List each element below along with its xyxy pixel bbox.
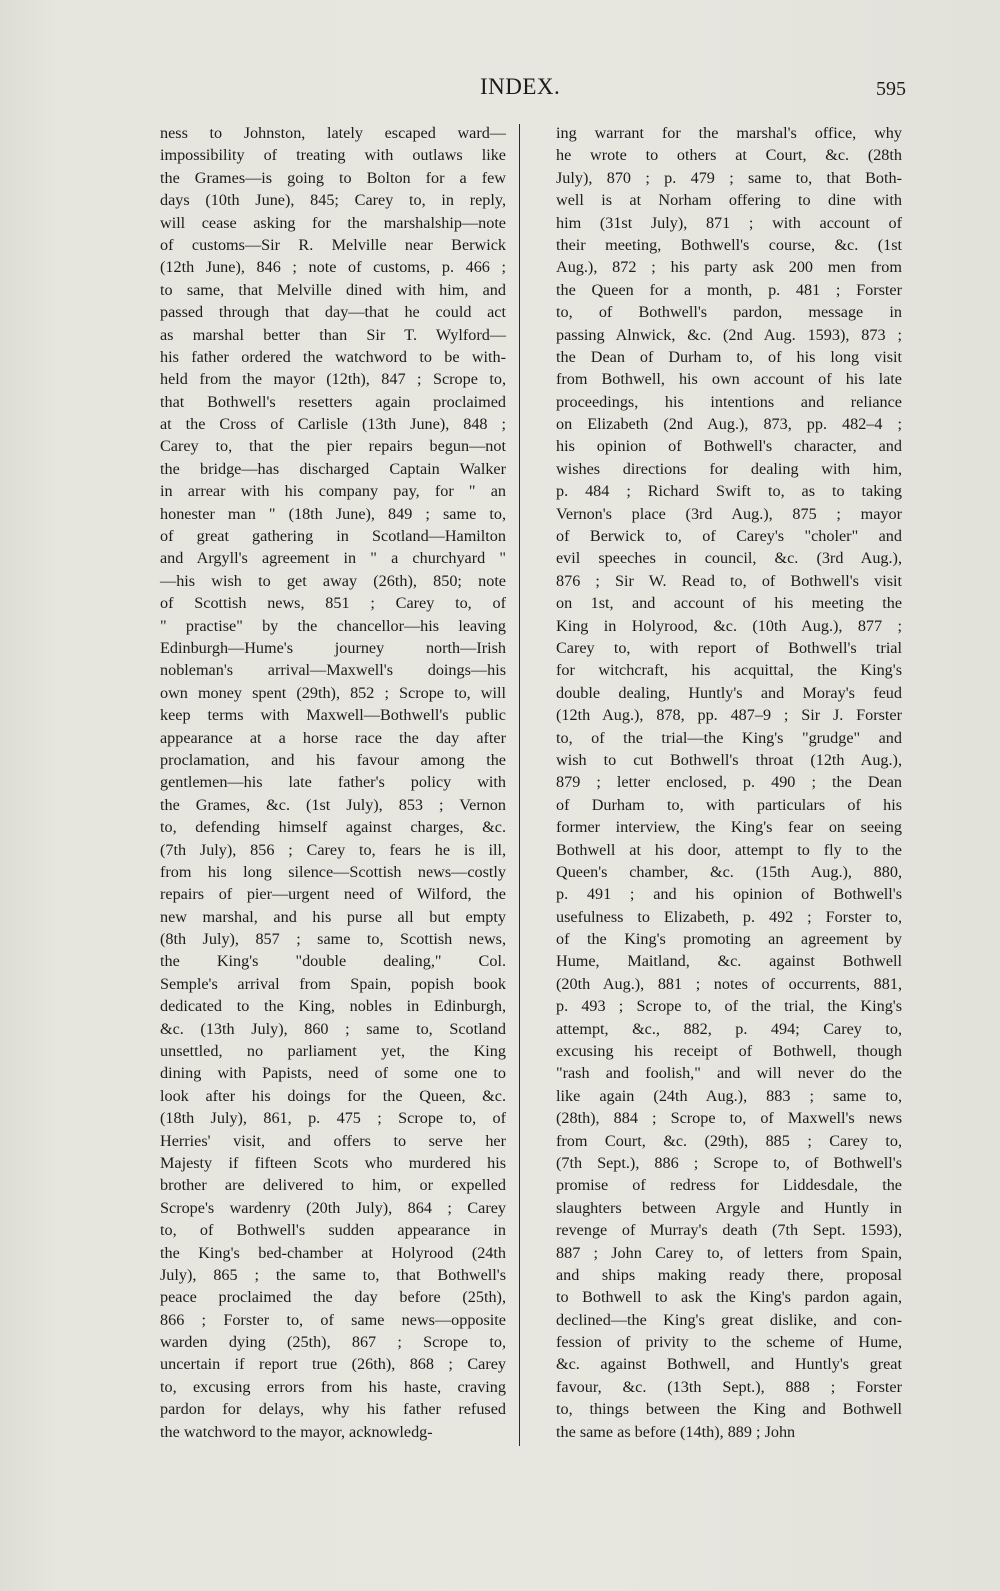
running-head — [0, 74, 1000, 104]
text-line: &c. (13th July), 860 ; same to, Scotland — [160, 1019, 506, 1038]
text-line: he wrote to others at Court, &c. (28th — [556, 146, 902, 165]
text-line: the Queen for a month, p. 481 ; Forster — [556, 280, 902, 299]
text-line: for witchcraft, his acquittal, the King's — [556, 661, 902, 680]
text-line: wish to cut Bothwell's throat (12th Aug.), — [556, 750, 902, 769]
text-line: the King's bed-chamber at Holyrood (24th — [160, 1243, 506, 1262]
text-line: nobleman's arrival—Maxwell's doings—his — [160, 661, 506, 680]
text-line: and Argyll's agreement in " a churchyard " — [160, 549, 506, 568]
text-line: Hume, Maitland, &c. against Bothwell — [556, 952, 902, 971]
text-line: appearance at a horse race the day after — [160, 728, 506, 747]
text-line: the same as before (14th), 889 ; John — [556, 1422, 796, 1441]
text-line: (20th Aug.), 881 ; notes of occurrents, 881, — [556, 974, 902, 993]
text-line: the watchword to the mayor, acknowledg- — [160, 1422, 433, 1441]
text-line: ness to Johnston, lately escaped ward— — [160, 124, 506, 142]
text-line: of great gathering in Scotland—Hamilton — [160, 527, 506, 546]
text-line: the Grames, &c. (1st July), 853 ; Vernon — [160, 795, 506, 814]
text-line: Carey to, with report of Bothwell's trial — [556, 638, 902, 657]
text-line: fession of privity to the scheme of Hume, — [556, 1333, 902, 1352]
text-line: the Dean of Durham to, of his long visit — [556, 347, 902, 366]
text-line: former interview, the King's fear on seeing — [556, 818, 902, 837]
text-line: Herries' visit, and offers to serve her — [160, 1131, 506, 1150]
text-line: passed through that day—that he could act — [160, 303, 506, 322]
text-line: King in Holyrood, &c. (10th Aug.), 877 ; — [556, 616, 902, 635]
text-line: July), 870 ; p. 479 ; same to, that Both- — [556, 168, 902, 187]
text-line: usefulness to Elizabeth, p. 492 ; Forster to, — [556, 907, 902, 926]
text-line: uncertain if report true (26th), 868 ; Carey — [160, 1355, 506, 1374]
text-line: as marshal better than Sir T. Wylford— — [160, 325, 506, 344]
text-line: declined—the King's great dislike, and con- — [556, 1310, 902, 1329]
text-line: 866 ; Forster to, of same news—opposite — [160, 1310, 506, 1329]
text-line: (12th Aug.), 878, pp. 487–9 ; Sir J. Forster — [556, 706, 902, 725]
text-line: Semple's arrival from Spain, popish book — [160, 974, 506, 993]
text-line: honester man " (18th June), 849 ; same to, — [160, 504, 506, 523]
text-line: Majesty if fifteen Scots who murdered his — [160, 1153, 506, 1172]
text-line: of Scottish news, 851 ; Carey to, of — [160, 594, 506, 613]
text-line: to, of Bothwell's pardon, message in — [556, 303, 902, 322]
text-line: impossibility of treating with outlaws like — [160, 146, 506, 165]
text-line: unsettled, no parliament yet, the King — [160, 1042, 506, 1061]
running-title: INDEX. — [480, 74, 561, 99]
text-line: p. 491 ; and his opinion of Bothwell's — [556, 885, 902, 904]
text-line: to, of Bothwell's sudden appearance in — [160, 1221, 506, 1240]
text-line: promise of redress for Liddesdale, the — [556, 1176, 902, 1195]
text-line: proceedings, his intentions and reliance — [556, 392, 902, 411]
text-line: at the Cross of Carlisle (13th June), 848 ; — [160, 415, 506, 434]
text-line: keep terms with Maxwell—Bothwell's public — [160, 706, 506, 725]
text-line: of customs—Sir R. Melville near Berwick — [160, 235, 506, 254]
text-line: on 1st, and account of his meeting the — [556, 594, 902, 613]
text-line: 876 ; Sir W. Read to, of Bothwell's visit — [556, 571, 902, 590]
text-line: Vernon's place (3rd Aug.), 875 ; mayor — [556, 504, 902, 523]
text-line: 887 ; John Carey to, of letters from Spain, — [556, 1243, 902, 1262]
text-line: attempt, &c., 882, p. 494; Carey to, — [556, 1019, 902, 1038]
text-line: look after his doings for the Queen, &c. — [160, 1086, 506, 1105]
text-line: evil speeches in council, &c. (3rd Aug.), — [556, 549, 902, 568]
text-line: Edinburgh—Hume's journey north—Irish — [160, 638, 506, 657]
text-line: July), 865 ; the same to, that Bothwell's — [160, 1265, 506, 1284]
text-line: him (31st July), 871 ; with account of — [556, 213, 902, 232]
text-line: well is at Norham offering to dine with — [556, 191, 902, 210]
text-line: (18th July), 861, p. 475 ; Scrope to, of — [160, 1109, 506, 1128]
text-line: to Bothwell to ask the King's pardon again, — [556, 1288, 902, 1307]
text-line: —his wish to get away (26th), 850; note — [160, 571, 506, 590]
text-line: (8th July), 857 ; same to, Scottish news, — [160, 930, 506, 949]
text-line: dedicated to the King, nobles in Edinburgh, — [160, 997, 506, 1016]
text-line: repairs of pier—urgent need of Wilford, the — [160, 885, 506, 904]
text-line: from Bothwell, his own account of his late — [556, 370, 902, 389]
text-line: (12th June), 846 ; note of customs, p. 466 ; — [160, 258, 506, 277]
text-line: passing Alnwick, &c. (2nd Aug. 1593), 873 ; — [556, 325, 902, 344]
text-line: warden dying (25th), 867 ; Scrope to, — [160, 1333, 506, 1352]
text-line: Aug.), 872 ; his party ask 200 men from — [556, 258, 902, 277]
text-line: on Elizabeth (2nd Aug.), 873, pp. 482–4 ; — [556, 415, 902, 434]
text-line: to, things between the King and Bothwell — [556, 1400, 902, 1419]
text-line: proclamation, and his favour among the — [160, 750, 506, 769]
text-line: his father ordered the watchword to be with- — [160, 347, 506, 366]
text-line: (28th), 884 ; Scrope to, of Maxwell's news — [556, 1109, 902, 1128]
text-line: &c. against Bothwell, and Huntly's great — [556, 1355, 902, 1374]
text-line: p. 484 ; Richard Swift to, as to taking — [556, 482, 902, 501]
text-line: from Court, &c. (29th), 885 ; Carey to, — [556, 1131, 902, 1150]
text-line: the bridge—has discharged Captain Walker — [160, 459, 506, 478]
text-line: dining with Papists, need of some one to — [160, 1064, 506, 1083]
text-line: own money spent (29th), 852 ; Scrope to, will — [160, 683, 506, 702]
text-line: "rash and foolish," and will never do the — [556, 1064, 902, 1083]
text-line: of Berwick to, of Carey's "choler" and — [556, 527, 902, 546]
text-line: (7th Sept.), 886 ; Scrope to, of Bothwell's — [556, 1153, 902, 1172]
text-line: Carey to, that the pier repairs begun—not — [160, 437, 506, 456]
right-column — [556, 122, 902, 1443]
text-line: pardon for delays, why his father refused — [160, 1400, 506, 1419]
text-line: to same, that Melville dined with him, and — [160, 280, 506, 299]
text-line: the King's "double dealing," Col. — [160, 952, 506, 971]
text-line: from his long silence—Scottish news—costly — [160, 862, 506, 881]
text-line: of Durham to, with particulars of his — [556, 795, 902, 814]
text-line: the Grames—is going to Bolton for a few — [160, 168, 506, 187]
text-line: days (10th June), 845; Carey to, in reply, — [160, 191, 506, 210]
text-line: to, excusing errors from his haste, craving — [160, 1377, 506, 1396]
text-line: (7th July), 856 ; Carey to, fears he is ill, — [160, 840, 506, 859]
text-line: favour, &c. (13th Sept.), 888 ; Forster — [556, 1377, 902, 1396]
text-line: wishes directions for dealing with him, — [556, 459, 902, 478]
text-line: of the King's promoting an agreement by — [556, 930, 902, 949]
text-line: their meeting, Bothwell's course, &c. (1st — [556, 235, 902, 254]
text-line: Scrope's wardenry (20th July), 864 ; Carey — [160, 1198, 506, 1217]
text-line: ing warrant for the marshal's office, why — [556, 124, 902, 142]
text-line: that Bothwell's resetters again proclaimed — [160, 392, 506, 411]
text-line: new marshal, and his purse all but empty — [160, 907, 506, 926]
text-line: peace proclaimed the day before (25th), — [160, 1288, 506, 1307]
text-line: Queen's chamber, &c. (15th Aug.), 880, — [556, 862, 902, 881]
text-line: to, of the trial—the King's "grudge" and — [556, 728, 902, 747]
left-column — [160, 122, 506, 1443]
page-number: 595 — [876, 78, 906, 100]
text-line: revenge of Murray's death (7th Sept. 1593), — [556, 1221, 902, 1240]
text-line: his opinion of Bothwell's character, and — [556, 437, 902, 456]
text-line: gentlemen—his late father's policy with — [160, 773, 506, 792]
text-line: double dealing, Huntly's and Moray's feud — [556, 683, 902, 702]
text-line: to, defending himself against charges, &c. — [160, 818, 506, 837]
text-line: slaughters between Argyle and Huntly in — [556, 1198, 902, 1217]
text-line: 879 ; letter enclosed, p. 490 ; the Dean — [556, 773, 902, 792]
text-line: will cease asking for the marshalship—note — [160, 213, 506, 232]
text-line: held from the mayor (12th), 847 ; Scrope to, — [160, 370, 506, 389]
text-line: in arrear with his company pay, for " an — [160, 482, 506, 501]
text-line: like again (24th Aug.), 883 ; same to, — [556, 1086, 902, 1105]
column-divider — [519, 124, 520, 1446]
text-line: p. 493 ; Scrope to, of the trial, the King's — [556, 997, 902, 1016]
text-line: brother are delivered to him, or expelled — [160, 1176, 506, 1195]
text-line: and ships making ready there, proposal — [556, 1265, 902, 1284]
text-line: Bothwell at his door, attempt to fly to the — [556, 840, 902, 859]
text-line: excusing his receipt of Bothwell, though — [556, 1042, 902, 1061]
text-line: " practise" by the chancellor—his leaving — [160, 616, 506, 635]
